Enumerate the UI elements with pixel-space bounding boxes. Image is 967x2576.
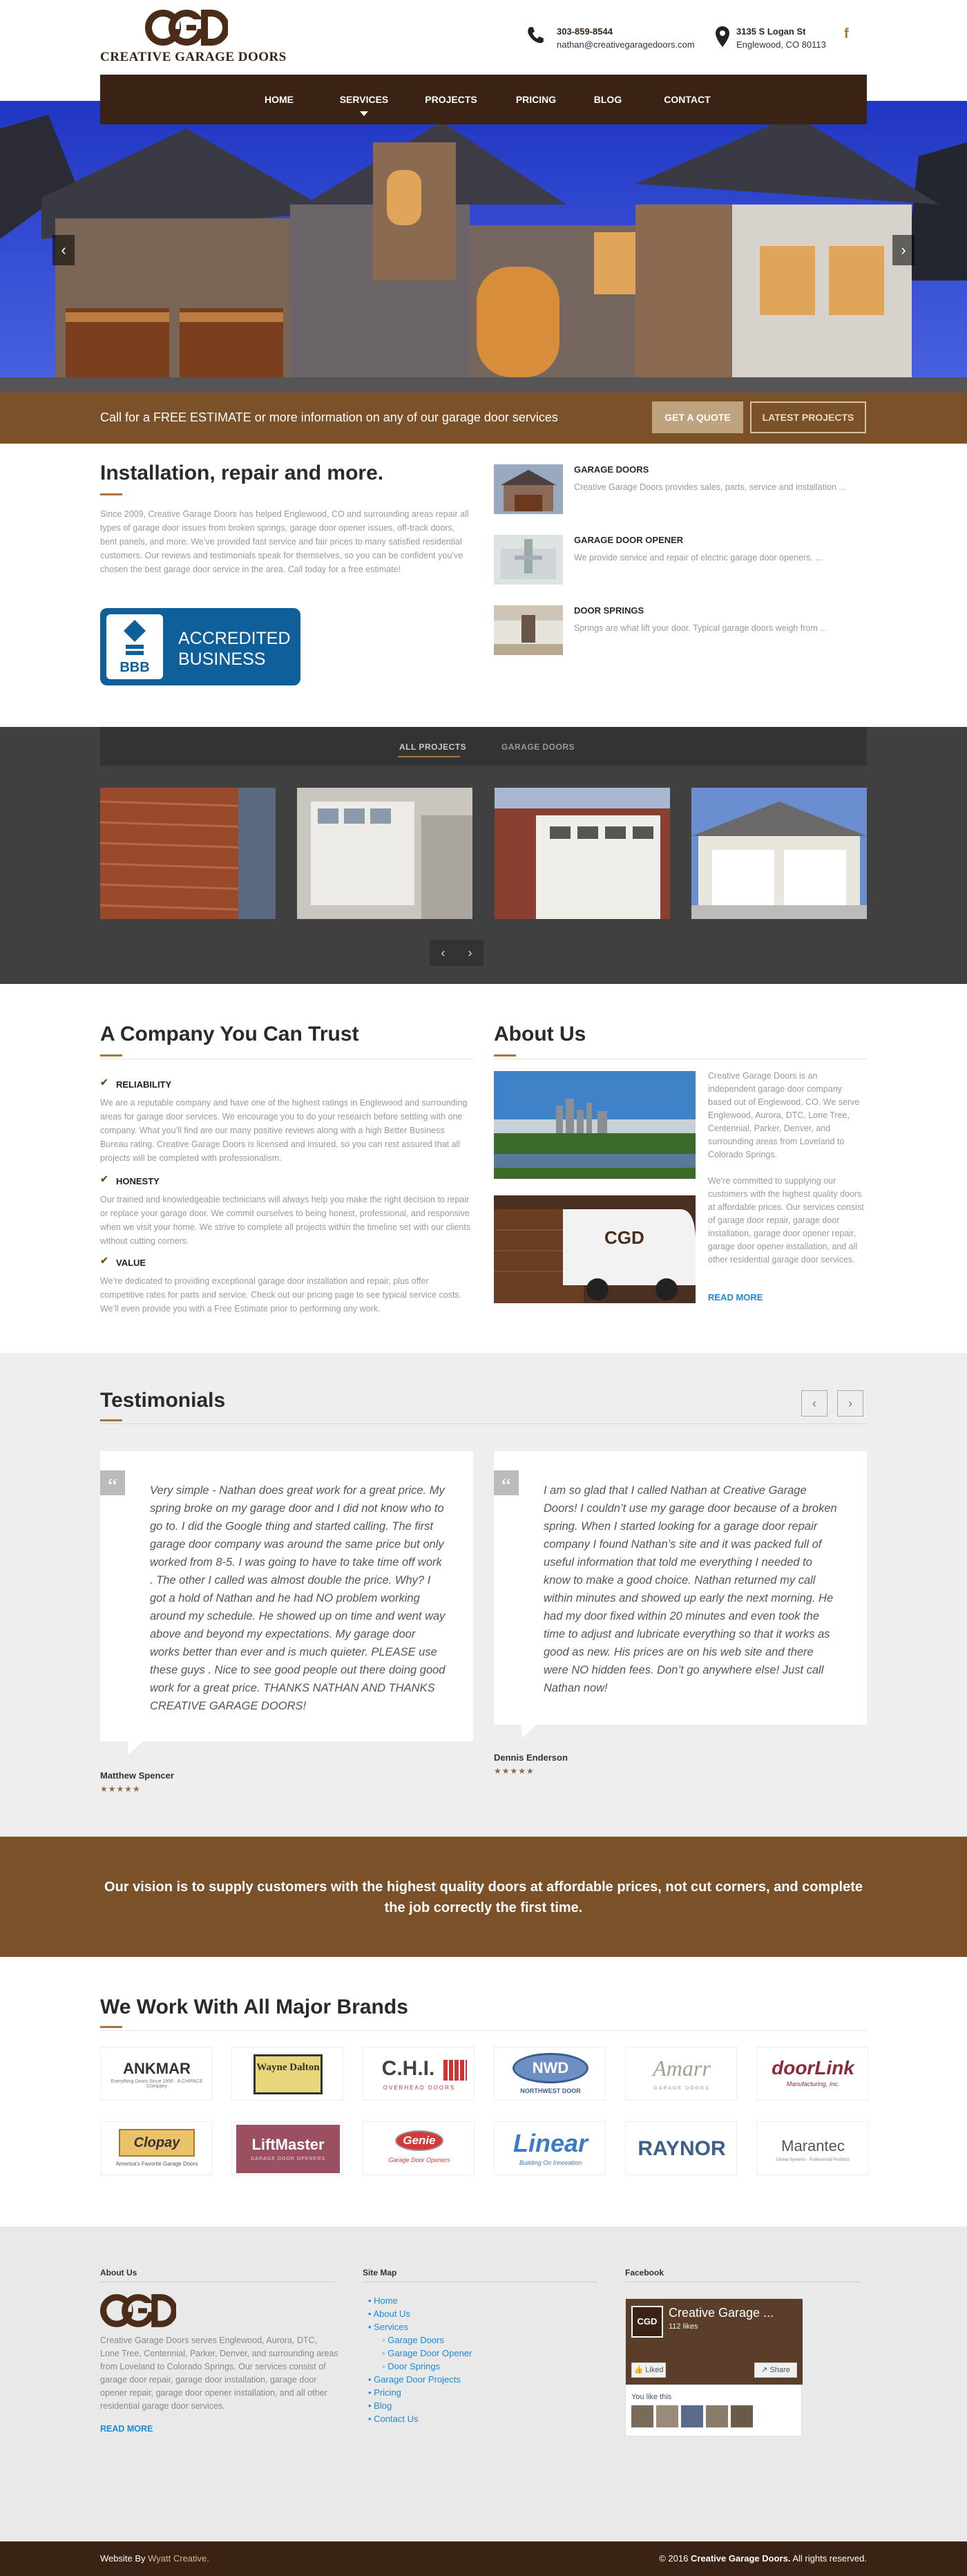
testimonials-divider (100, 1423, 867, 1424)
brand-nwd-sub: NORTHWEST DOOR (520, 2087, 581, 2094)
quote-icon: “ (494, 1470, 519, 1495)
sitemap-pricing[interactable]: • Pricing (368, 2387, 401, 2398)
trust-title: A Company You Can Trust (100, 1023, 359, 1045)
value-reliability-title: RELIABILITY (116, 1079, 172, 1090)
footer-about-text: Creative Garage Doors serves Englewood, Aurora, DTC, Lone Tree, Centennial, Parker, Denver, and surrounding areas from Loveland to Colorado Springs. Our services consist of garage door repair, garage door installation, garage door opener repair, garage door opener installation, and all other residential garage door services. (100, 2336, 338, 2411)
latest-projects-button[interactable]: LATEST PROJECTS (750, 401, 866, 433)
hero-house-image (0, 101, 967, 392)
facebook-icon[interactable]: f (844, 26, 849, 41)
brand-amarr[interactable] (625, 2047, 737, 2101)
fb-page-name[interactable]: Creative Garage ... (669, 2306, 774, 2320)
hero-next-arrow[interactable]: › (892, 235, 915, 265)
value-honesty-text: Our trained and knowledgeable technicians will always help you make the right decision to repair or replace your garage door. We commit ourselves to being honest, professional, and responsive when we visit your home. We strive to complete all projects within the timeline set with our clients without cutting corners. (100, 1195, 471, 1246)
about-title: About Us (494, 1023, 586, 1045)
fb-share-button[interactable]: ↗ Share (754, 2362, 797, 2378)
brand-wayne-dalton[interactable] (231, 2047, 343, 2101)
brand-liftmaster-sub: GARAGE DOOR OPENERS (250, 2157, 326, 2161)
brand-genie[interactable] (363, 2121, 475, 2175)
service-thumb-opener[interactable] (494, 535, 563, 585)
brands-title: We Work With All Major Brands (100, 1996, 408, 2018)
fb-like-button[interactable]: 👍 Liked (631, 2362, 666, 2378)
brands-underline (100, 2026, 122, 2028)
brand-chi-bars (443, 2060, 467, 2081)
value-value-text: We’re dedicated to providing exceptional garage door installation and repair, plus offer competitive rates for parts and service. Check out our pricing page to see typical service costs. We’ll even provide you with a Free Estimate prior to performing any work. (100, 1276, 462, 1314)
website-by (100, 2553, 209, 2564)
brand-chi[interactable] (363, 2047, 475, 2101)
footer-logo-icon[interactable] (100, 2294, 176, 2327)
bbb-torch-icon (120, 618, 149, 657)
sitemap-springs-label: Door Springs (387, 2361, 441, 2371)
footer-sitemap-list (368, 2294, 472, 2425)
brand-amarr-sub: GARAGE DOORS (653, 2086, 710, 2091)
brand-liftmaster[interactable] (231, 2121, 343, 2175)
projects-pager (430, 940, 484, 966)
projects-next-button[interactable]: › (468, 946, 472, 960)
phone-number[interactable]: 303-859-8544 (557, 26, 613, 37)
brand-linear[interactable] (494, 2121, 606, 2175)
website-by-prefix: Website By (100, 2553, 149, 2564)
sitemap-blog[interactable]: • Blog (368, 2400, 392, 2411)
project-image-3[interactable] (495, 788, 670, 919)
brand-genie-sub: Garage Door Openers (388, 2157, 450, 2163)
nav-blog[interactable]: BLOG (593, 94, 622, 105)
bbb-text (178, 628, 291, 670)
get-a-quote-button[interactable]: GET A QUOTE (652, 401, 743, 433)
testimonials-title: Testimonials (100, 1389, 226, 1412)
brand-liftmaster-name: LiftMaster (251, 2136, 325, 2153)
value-value-title: VALUE (116, 1258, 146, 1268)
brand-nwd[interactable] (494, 2047, 606, 2101)
about-paragraph-1: Creative Garage Doors is an independent garage door company based out of Englewood, CO. We serve Englewood, Aurora, DTC, Lone Tree, Centennial, Parker, Denver, and surrounding areas from Loveland to Colorado Springs. (708, 1071, 860, 1159)
sitemap-services[interactable]: • Services (368, 2322, 409, 2332)
nav-contact[interactable]: CONTACT (664, 94, 711, 105)
checkmark-icon: ✔ (100, 1255, 108, 1266)
brand-linear-name: Linear (513, 2129, 588, 2157)
nav-home[interactable]: HOME (265, 94, 294, 105)
nav-services[interactable] (329, 75, 399, 124)
sitemap-projects-label: Garage Door Projects (374, 2374, 461, 2385)
brand-clopay-sub: America’s Favorite Garage Doors (115, 2161, 198, 2167)
logo-text[interactable]: CREATIVE GARAGE DOORS (100, 50, 287, 64)
facebook-widget[interactable] (625, 2298, 802, 2436)
brand-marantec-name: Marantec (781, 2137, 845, 2154)
brand-clopay-name: Clopay (119, 2129, 195, 2157)
hero-prev-arrow[interactable]: ‹ (52, 235, 75, 265)
sitemap-contact-label: Contact Us (374, 2414, 419, 2424)
project-image-2[interactable] (297, 788, 472, 919)
brand-ankmar-name: ANKMAR (123, 2060, 191, 2077)
sitemap-about-label: About Us (373, 2309, 410, 2319)
brand-nwd-name: NWD (513, 2053, 588, 2083)
projects-filter-tabs (100, 727, 867, 766)
about-underline (494, 1054, 516, 1057)
about-paragraph-2: We’re committed to supplying our customers with the highest quality doors at affordable prices. Our services consist of garage door repair, garage door installation, garage door opener repair, garage door opener installation, and all other residential garage door services. (708, 1176, 864, 1265)
vision-text: Our vision is to supply customers with the highest quality doors at affordable prices, not cut corners, and complete the job correctly the first time. (104, 1879, 863, 1915)
brand-ankmar-sub: Everything Doors Since 1956 · A CHIPACE Company (111, 2079, 203, 2089)
location-pin-icon (713, 25, 732, 50)
brand-doorlink-sub: Manufacturing, Inc. (786, 2081, 840, 2087)
email-address[interactable]: nathan@creativegaragedoors.com (557, 39, 695, 50)
sitemap-about[interactable]: • About Us (368, 2309, 410, 2319)
brand-linear-sub: Building On Innovation (519, 2159, 582, 2166)
fb-share-label: Share (769, 2366, 790, 2374)
checkmark-icon: ✔ (100, 1173, 108, 1184)
footer-read-more-link[interactable]: READ MORE (100, 2424, 153, 2434)
sitemap-pricing-label: Pricing (374, 2387, 401, 2398)
value-reliability-text: We are a reputable company and have one of the highest ratings in Englewood and surrounding areas for garage door services. We encourage you to do your research before settling with one company. What you’ll find are our many positive reviews along with a high Better Business Bureau rating. Creative Garage Doors is licensed and insured, so you can rest assured that all projects will be completed with professionalism. (100, 1098, 468, 1163)
sitemap-garage-doors[interactable]: ◦ Garage Doors (382, 2335, 444, 2345)
footer-about-title: About Us (100, 2268, 137, 2277)
checkmark-icon: ✔ (100, 1077, 108, 1088)
testimonial-text-1: Very simple - Nathan does great work for a great price. My spring broke on my garage door and I did not know who to go to. I did the Google thing and started calling. The first garage door company was around the same price but only worked from 8-5. I was going to have to take time off work . The other I called was almost double the price. Why? I got a hold of Nathan and he had NO problem working around my schedule. He showed up on time and went way above and beyond my expectations. My garage door works better than ever and is much quieter. PLEASE use these guys . Nice to see good people out there doing good work for a great price. THANKS NATHAN AND THANKS CREATIVE GARAGE DOORS! (150, 1484, 446, 1712)
service-title-opener[interactable]: GARAGE DOOR OPENER (574, 535, 684, 545)
main-nav (100, 75, 867, 124)
brand-chi-name: C.H.I. (381, 2057, 435, 2080)
copyright-name: Creative Garage Doors. (690, 2553, 791, 2564)
sitemap-opener[interactable]: ◦ Garage Door Opener (382, 2348, 472, 2358)
bbb-label-2: BUSINESS (178, 650, 266, 669)
about-image-van (494, 1195, 696, 1303)
copyright-suffix: All rights reserved. (790, 2553, 867, 2564)
phone-icon (526, 25, 546, 50)
testimonial-1-tail (128, 1741, 143, 1755)
testimonials-next-button[interactable]: › (837, 1390, 863, 1417)
tab-all-projects[interactable]: ALL PROJECTS (399, 742, 467, 752)
brand-marantec-sub: Global Systems · Professional Products (776, 2158, 850, 2162)
contact-address (736, 25, 826, 51)
bbb-mark: BBB (119, 660, 150, 675)
sitemap-opener-label: Garage Door Opener (387, 2348, 472, 2358)
address-line1: 3135 S Logan St (736, 26, 806, 37)
footer-facebook-title: Facebook (625, 2268, 664, 2277)
sitemap-garage-doors-label: Garage Doors (387, 2335, 444, 2345)
intro-title: Installation, repair and more. (100, 462, 384, 484)
brand-genie-name: Genie (395, 2130, 443, 2151)
nav-projects[interactable]: PROJECTS (425, 94, 477, 105)
service-title-garage-doors[interactable]: GARAGE DOORS (574, 464, 649, 475)
testimonial-stars-1: ★★★★★ (100, 1784, 141, 1794)
project-image-1[interactable] (100, 788, 276, 919)
testimonial-card-2 (494, 1451, 867, 1725)
service-thumb-springs[interactable] (494, 605, 563, 655)
nav-services-label: SERVICES (339, 94, 389, 105)
sitemap-home-label: Home (374, 2295, 398, 2306)
brand-raynor-name: RAYNOR (638, 2137, 726, 2160)
address-line2: Englewood, CO 80113 (736, 39, 826, 50)
testimonials-prev-button[interactable]: ‹ (801, 1390, 827, 1417)
caret-down-icon (360, 111, 368, 116)
hero-slider (0, 101, 967, 392)
fb-like-label: Liked (645, 2366, 664, 2374)
brand-ankmar[interactable] (100, 2047, 212, 2101)
brand-amarr-name: Amarr (653, 2056, 711, 2081)
brand-doorlink-name: doorLink (772, 2057, 854, 2078)
sitemap-services-label: Services (374, 2322, 409, 2332)
fb-avatar: CGD (631, 2306, 663, 2338)
brand-wayne-dalton-name: Wayne Dalton (253, 2054, 323, 2094)
value-honesty-title: HONESTY (116, 1176, 160, 1186)
bbb-accredited-badge[interactable] (100, 608, 300, 685)
active-tab-indicator (398, 756, 460, 757)
service-desc-opener: We provide service and repair of electric garage door openers. ... (574, 553, 823, 562)
service-desc-springs: Springs are what lift your door. Typical garage doors weigh from ... (574, 623, 827, 633)
service-thumb-garage-doors[interactable] (494, 464, 563, 514)
bbb-logo-box (106, 614, 163, 679)
logo-mark-icon[interactable] (145, 10, 228, 46)
cta-text: Call for a FREE ESTIMATE or more information on any of our garage door services (100, 410, 558, 424)
bottom-bar (0, 2541, 967, 2576)
testimonials-underline (100, 1419, 122, 1421)
fb-you-like: You like this (631, 2393, 672, 2401)
service-desc-garage-doors: Creative Garage Doors provides sales, parts, service and installation ... (574, 482, 846, 492)
quote-icon: “ (100, 1470, 125, 1495)
brand-chi-sub: OVERHEAD DOORS (383, 2085, 456, 2091)
intro-paragraph: Since 2009, Creative Garage Doors has helped Englewood, CO and surrounding areas repair all types of garage door issues from broken springs, garage door opener issues, off-track doors, bent panels, and more. We’ve provided fast service and fair prices to many satisfied residential customers. Our reviews and testimonials speak for themselves, so you can be confident you’ve chosen the best garage door service in the area. Call today for a free estimate! (100, 509, 469, 574)
testimonial-2-tail (521, 1725, 537, 1739)
contact-phone-email (557, 25, 695, 51)
tab-garage-doors[interactable]: GARAGE DOORS (501, 742, 575, 752)
fb-likes: 112 likes (669, 2322, 698, 2331)
svg-text:CGD: CGD (604, 1227, 644, 1248)
brand-clopay[interactable] (100, 2121, 212, 2175)
testimonial-stars-2: ★★★★★ (494, 1766, 535, 1776)
about-image-skyline (494, 1071, 696, 1179)
testimonial-text-2: I am so glad that I called Nathan at Creative Garage Doors! I couldn’t use my garage door because of a broken spring. When I started looking for a garage door repair company I found Nathan’s site and it was packed full of useful information that told me everything I needed to know to make a good choice. Nathan returned my call within minutes and showed up early the next morning. He had my door fixed within 20 minutes and even took the time to adjust and lubricate everything so that it works as good as new. His prices are on his web site and there were NO hidden fees. Don’t go anywhere else! Just call Nathan now! (544, 1484, 837, 1694)
footer-sitemap-title: Site Map (363, 2268, 397, 2277)
sitemap-springs[interactable]: ◦ Door Springs (382, 2361, 441, 2371)
service-title-springs[interactable]: DOOR SPRINGS (574, 605, 644, 616)
brand-doorlink[interactable] (756, 2047, 868, 2101)
brand-raynor[interactable] (625, 2121, 737, 2175)
copyright-prefix: © 2016 (659, 2553, 691, 2564)
brand-marantec[interactable] (756, 2121, 868, 2175)
projects-prev-button[interactable]: ‹ (441, 946, 446, 960)
nav-pricing[interactable]: PRICING (515, 94, 557, 105)
intro-underline (100, 493, 122, 495)
sitemap-blog-label: Blog (374, 2400, 392, 2411)
testimonial-card-1 (100, 1451, 473, 1741)
copyright (659, 2553, 867, 2564)
sitemap-contact[interactable]: • Contact Us (368, 2414, 419, 2424)
sitemap-home[interactable]: • Home (368, 2295, 398, 2306)
trust-underline (100, 1054, 122, 1057)
testimonial-name-1: Matthew Spencer (100, 1770, 174, 1781)
bbb-label-1: ACCREDITED (178, 629, 291, 648)
brands-divider (100, 2030, 867, 2031)
website-by-link[interactable]: Wyatt Creative. (148, 2553, 209, 2564)
fb-friend-avatars (631, 2405, 769, 2427)
testimonial-name-2: Dennis Enderson (494, 1752, 568, 1763)
project-image-4[interactable] (691, 788, 867, 919)
about-read-more-link[interactable]: READ MORE (708, 1292, 763, 1303)
sitemap-projects[interactable]: • Garage Door Projects (368, 2374, 461, 2385)
